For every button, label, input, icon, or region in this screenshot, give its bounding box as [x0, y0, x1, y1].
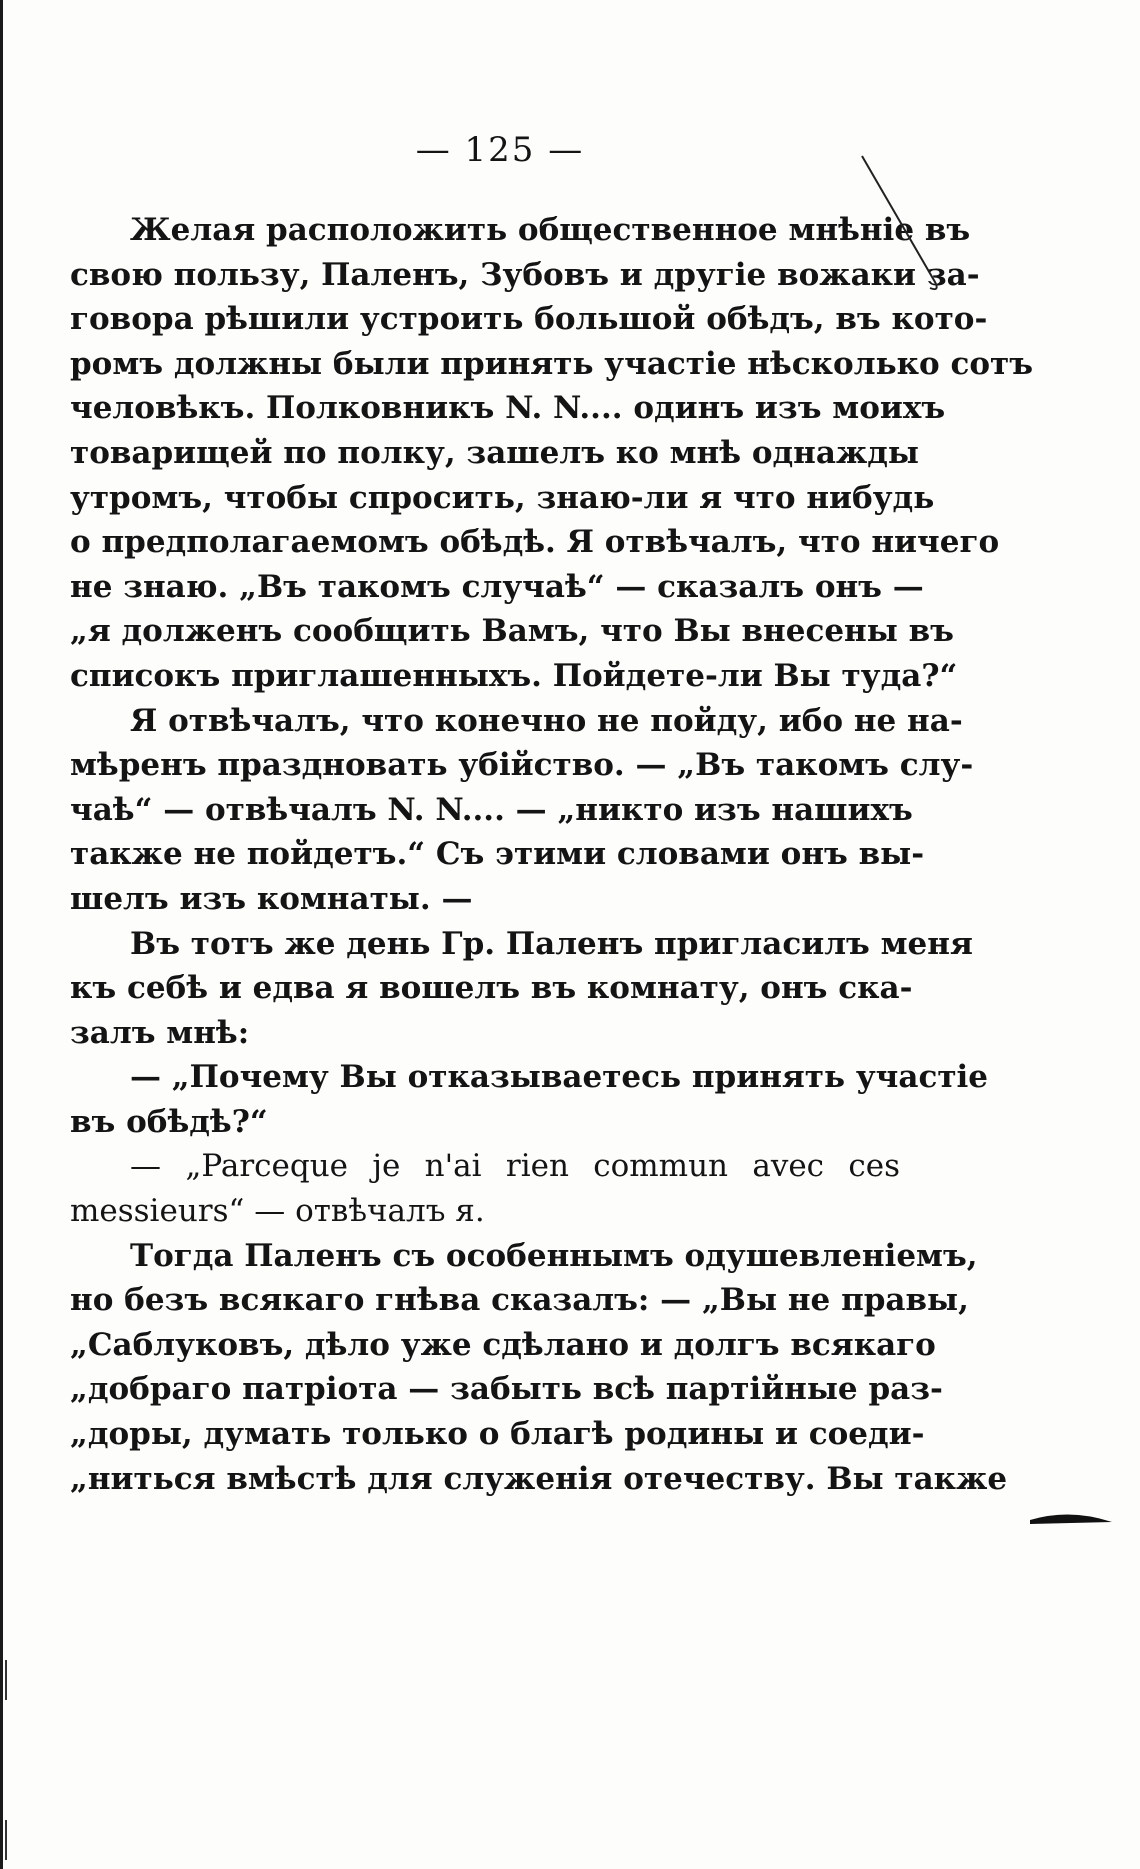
text-line: свою пользу, Паленъ, Зубовъ и другіе вожаки за- [70, 256, 980, 293]
text-line: „я долженъ сообщить Вамъ, что Вы внесены въ [70, 613, 954, 650]
text-line: Тогда Паленъ съ особеннымъ одушевленіемъ, [130, 1237, 978, 1274]
text-line: — „Parceque je n'ai rien commun avec ces [130, 1148, 900, 1185]
text-line: также не пойдетъ.“ Съ этими словами онъ вы- [70, 836, 925, 873]
text-line: къ себѣ и едва я вошелъ въ комнату, онъ ска- [70, 970, 913, 1007]
text-line: Въ тотъ же день Гр. Паленъ пригласилъ меня [130, 925, 973, 962]
text-line: говора рѣшили устроить большой обѣдъ, въ кото- [70, 301, 988, 338]
text-line: „доры, думать только о благѣ родины и соеди- [70, 1416, 925, 1453]
text-line: но безъ всякаго гнѣва сказалъ: — „Вы не правы, [70, 1282, 969, 1319]
text-line: чаѣ“ — отвѣчалъ N. N.... — „никто изъ нашихъ [70, 791, 913, 828]
text-line: шелъ изъ комнаты. — [70, 880, 473, 917]
text-line: ромъ должны были принять участіе нѣсколько сотъ [70, 345, 1034, 382]
text-line: утромъ, чтобы спросить, знаю-ли я что нибудь [70, 479, 935, 516]
text-line: „Саблуковъ, дѣло уже сдѣлано и долгъ всякаго [70, 1326, 936, 1363]
text-line: человѣкъ. Полковникъ N. N.... одинъ изъ моихъ [70, 390, 946, 427]
text-line: „добраго патріота — забыть всѣ партійные раз- [70, 1371, 943, 1408]
text-line: Желая расположить общественное мнѣніе въ [130, 212, 971, 248]
text-line: залъ мнѣ: [70, 1014, 250, 1051]
text-line: Я отвѣчалъ, что конечно не пойду, ибо не на- [130, 702, 963, 739]
text-line: о предполагаемомъ обѣдѣ. Я отвѣчалъ, что ничего [70, 524, 1000, 561]
text-line: не знаю. „Въ такомъ случаѣ“ — сказалъ онъ — [70, 568, 924, 605]
text-line: въ обѣдѣ?“ [70, 1103, 268, 1140]
text-line: мѣренъ праздновать убійство. — „Въ такомъ слу- [70, 747, 974, 784]
text-line: — „Почему Вы отказываетесь принять участіе [130, 1059, 989, 1096]
text-line: „ниться вмѣстѣ для служенія отечеству. Вы также [70, 1460, 1008, 1497]
text-line: товарищей по полку, зашелъ ко мнѣ однажды [70, 434, 919, 471]
text-line: списокъ приглашенныхъ. Пойдете-ли Вы туда?“ [70, 657, 958, 694]
text-line: messieurs“ — отвѣчалъ я. [70, 1193, 485, 1230]
page-number: — 125 — [415, 130, 585, 170]
